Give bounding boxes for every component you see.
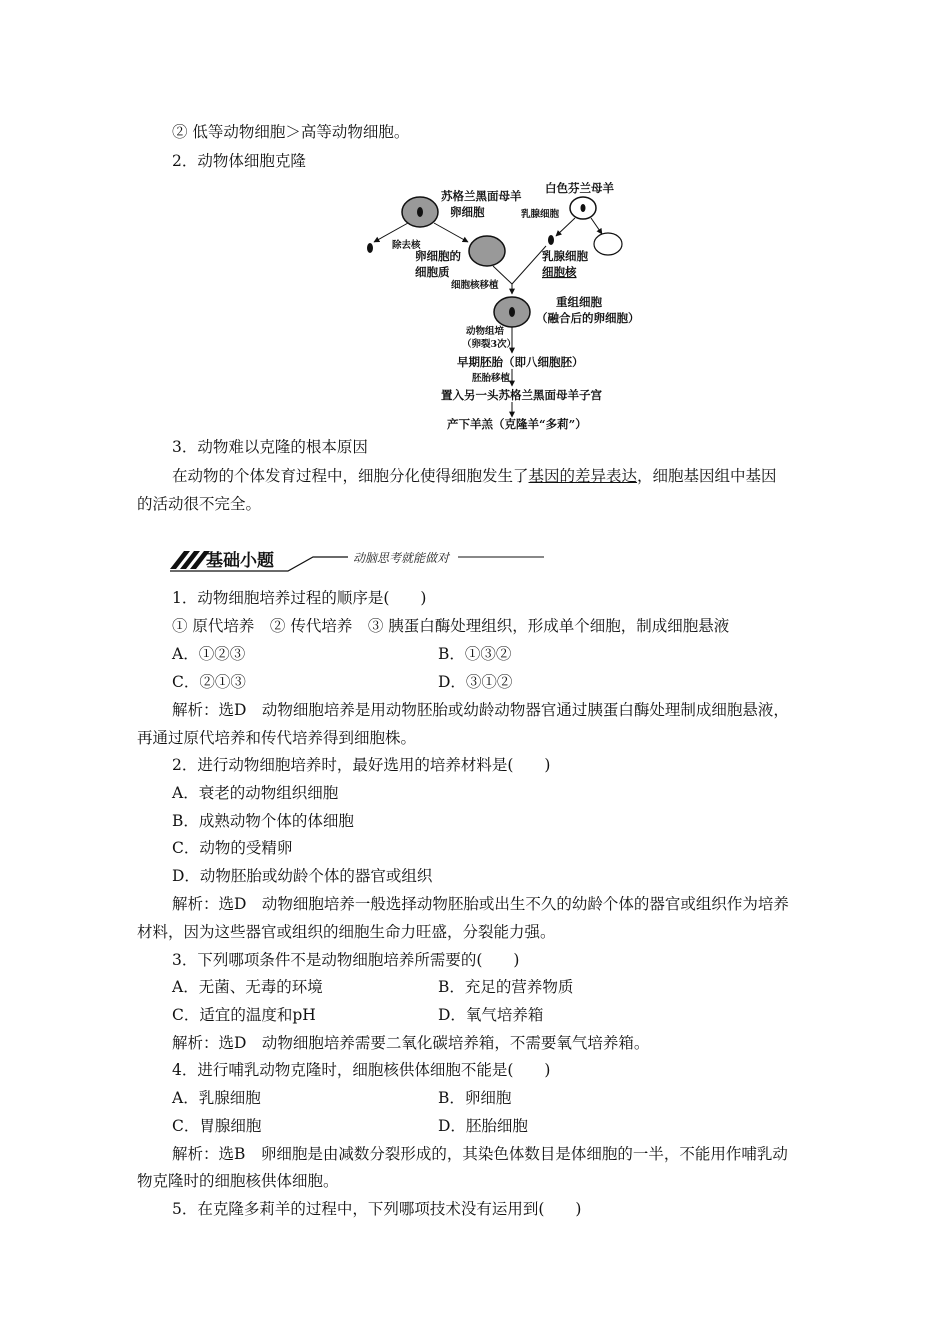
q1-items: ① 原代培养 ② 传代培养 ③ 胰蛋白酶处理组织，形成单个细胞，制成细胞悬液 [172, 617, 730, 635]
q1-option-d: D．③①② [438, 673, 513, 691]
q4-option-c: C．胃腺细胞 [172, 1117, 262, 1135]
text-low-high: ② 低等动物细胞＞高等动物细胞。 [172, 123, 410, 141]
q1-option-c: C．②①③ [172, 673, 246, 691]
label-culture-2: （卵裂3次） [462, 339, 517, 350]
label-cytoplasm-1: 卵细胞的 [415, 249, 461, 263]
section-3-para-line2: 的活动很不完全。 [137, 495, 262, 513]
q1-stem: 1．动物细胞培养过程的顺序是( ) [172, 589, 427, 607]
q2-stem: 2．进行动物细胞培养时，最好选用的培养材料是( ) [172, 756, 551, 774]
underlined-term: 基因的差异表达 [528, 467, 638, 485]
q4-answer-line2: 物克隆时的细胞核供体细胞。 [137, 1172, 339, 1190]
section-3-para-line1: 在动物的个体发育过程中，细胞分化使得细胞发生了基因的差异表达，细胞基因组中基因 [172, 467, 777, 485]
label-black-ewe: 苏格兰黑面母羊 [441, 189, 522, 203]
label-early-embryo: 早期胚胎（即八细胞胚） [457, 355, 584, 369]
label-birth: 产下羊羔（克隆羊“多莉”） [447, 417, 587, 431]
section-3-title: 3．动物难以克隆的根本原因 [172, 438, 368, 456]
label-remove-nucleus: 除去核 [392, 240, 421, 251]
q1-option-b: B．①③② [438, 645, 512, 663]
q3-option-d: D．氧气培养箱 [438, 1006, 544, 1024]
q1-answer-line1: 解析：选D 动物细胞培养是用动物胚胎或幼龄动物器官通过胰蛋白酶处理制成细胞悬液， [172, 701, 789, 719]
label-embryo-transfer: 胚胎移植 [472, 373, 511, 384]
label-white-ewe: 白色芬兰母羊 [545, 181, 614, 195]
cloning-diagram [330, 176, 650, 434]
q3-answer: 解析：选D 动物细胞培养需要二氧化碳培养箱，不需要氧气培养箱。 [172, 1034, 650, 1052]
q4-option-a: A．乳腺细胞 [172, 1089, 261, 1107]
label-mammary-nucleus-2: 细胞核 [542, 265, 577, 279]
q4-answer-line1: 解析：选B 卵细胞是由减数分裂形成的，其染色体数目是体细胞的一半，不能用作哺乳动 [172, 1145, 788, 1163]
section-banner [168, 545, 548, 577]
q3-option-a: A．无菌、无毒的环境 [172, 978, 323, 996]
banner-title: 基础小题 [206, 551, 274, 571]
q4-option-b: B．卵细胞 [438, 1089, 512, 1107]
q3-option-b: B．充足的营养物质 [438, 978, 574, 996]
q5-stem: 5．在克隆多莉羊的过程中，下列哪项技术没有运用到( ) [172, 1200, 582, 1218]
q2-answer-line2: 材料，因为这些器官或组织的细胞生命力旺盛，分裂能力强。 [137, 923, 556, 941]
q2-option-d: D．动物胚胎或幼龄个体的器官或组织 [172, 867, 433, 885]
label-mammary-small: 乳腺细胞 [521, 209, 560, 220]
egg-nucleus [417, 207, 423, 217]
q2-option-c: C．动物的受精卵 [172, 839, 293, 857]
label-transfer: 细胞核移植 [451, 280, 499, 291]
q2-answer-line1: 解析：选D 动物细胞培养一般选择动物胚胎或出生不久的幼龄个体的器官或组织作为培养 [172, 895, 789, 913]
label-implant: 置入另一头苏格兰黑面母羊子宫 [441, 388, 602, 402]
q4-stem: 4．进行哺乳动物克隆时，细胞核供体细胞不能是( ) [172, 1061, 551, 1079]
section-2-title: 2．动物体细胞克隆 [172, 152, 306, 170]
enucleated-egg [469, 236, 505, 266]
mammary-nucleus [548, 235, 554, 245]
q2-option-a: A．衰老的动物组织细胞 [172, 784, 339, 802]
mammary-remainder [594, 233, 622, 255]
q1-answer-line2: 再通过原代培养和传代培养得到细胞株。 [137, 729, 417, 747]
label-culture-1: 动物组培 [466, 326, 505, 337]
removed-nucleus [367, 243, 373, 253]
label-egg-cell: 卵细胞 [450, 205, 485, 219]
q3-option-c: C．适宜的温度和pH [172, 1006, 316, 1024]
q3-stem: 3．下列哪项条件不是动物细胞培养所需要的( ) [172, 951, 520, 969]
banner-subtitle: 动脑思考就能做对 [353, 551, 450, 565]
label-mammary-nucleus-1: 乳腺细胞 [542, 249, 588, 263]
q1-option-a: A．①②③ [172, 645, 246, 663]
q4-option-d: D．胚胎细胞 [438, 1117, 528, 1135]
label-recon-2: （融合后的卵细胞） [536, 311, 640, 325]
label-recon-1: 重组细胞 [556, 295, 602, 309]
q2-option-b: B．成熟动物个体的体细胞 [172, 812, 354, 830]
label-cytoplasm-2: 细胞质 [415, 265, 450, 279]
